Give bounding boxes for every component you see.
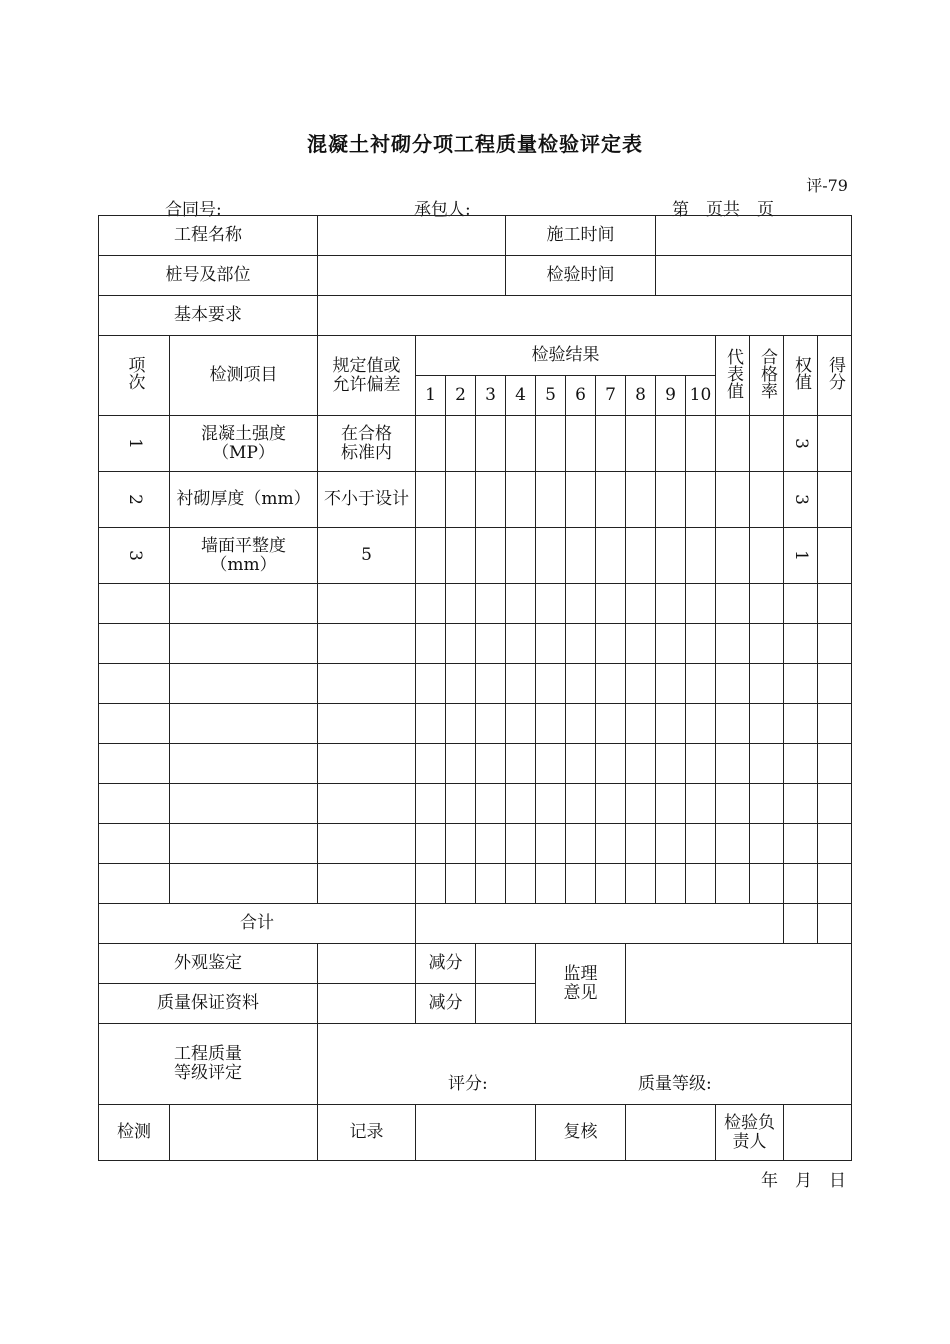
result-col-7: 7 (596, 376, 626, 416)
basic-requirements-value[interactable] (318, 296, 852, 336)
pile-position-label: 桩号及部位 (99, 256, 318, 296)
deduct-value-1[interactable] (476, 944, 536, 984)
table-row (99, 528, 852, 584)
empty-row (99, 784, 852, 824)
quality-grade-label: 工程质量 等级评定 (99, 1024, 318, 1105)
empty-row (99, 704, 852, 744)
responsible-signature[interactable] (784, 1105, 852, 1161)
deduct-value-2[interactable] (476, 984, 536, 1024)
row-spec: 5 (318, 528, 416, 584)
form-number: 评-79 (806, 176, 848, 195)
qa-docs-value[interactable] (318, 984, 416, 1024)
empty-row (99, 664, 852, 704)
result-col-10: 10 (686, 376, 716, 416)
total-label: 合计 (99, 904, 416, 944)
empty-row (99, 864, 852, 904)
contractor-label: 承包人: (414, 200, 471, 220)
empty-row (99, 824, 852, 864)
empty-row (99, 584, 852, 624)
page-label: 第 页共 页 (672, 200, 774, 220)
row-item: 混凝土强度 （MP） (170, 416, 318, 472)
record-label: 记录 (318, 1105, 416, 1161)
empty-row (99, 624, 852, 664)
header-item-no: 项次 (99, 336, 170, 416)
result-col-5: 5 (536, 376, 566, 416)
result-col-8: 8 (626, 376, 656, 416)
record-signature[interactable] (416, 1105, 536, 1161)
total-value[interactable] (416, 904, 784, 944)
construction-time-value[interactable] (656, 216, 852, 256)
result-col-4: 4 (506, 376, 536, 416)
form-title: 混凝土衬砌分项工程质量检验评定表 (307, 132, 643, 156)
inspection-time-value[interactable] (656, 256, 852, 296)
appearance-label: 外观鉴定 (99, 944, 318, 984)
supervisor-opinion[interactable] (626, 944, 852, 1024)
row-spec: 不小于设计 (318, 472, 416, 528)
score-label: 评分: (448, 1074, 488, 1094)
grade-label: 质量等级: (638, 1074, 712, 1094)
row-weight: 3 (784, 472, 818, 528)
result-col-2: 2 (446, 376, 476, 416)
project-name-value[interactable] (318, 216, 506, 256)
deduct-label-2: 减分 (416, 984, 476, 1024)
basic-requirements-label: 基本要求 (99, 296, 318, 336)
empty-row (99, 744, 852, 784)
total-weight[interactable] (784, 904, 818, 944)
contract-label: 合同号: (165, 200, 222, 220)
header-item: 检测项目 (170, 336, 318, 416)
date-label: 年 月 日 (761, 1171, 846, 1191)
supervisor-label: 监理 意见 (536, 944, 626, 1024)
header-spec: 规定值或 允许偏差 (318, 336, 416, 416)
row-weight: 3 (784, 416, 818, 472)
evaluation-table (98, 215, 852, 1161)
header-results: 检验结果 (416, 336, 716, 376)
inspection-time-label: 检验时间 (506, 256, 656, 296)
result-col-1: 1 (416, 376, 446, 416)
project-name-label: 工程名称 (99, 216, 318, 256)
header-pass-rate: 合格率 (750, 336, 784, 416)
qa-docs-label: 质量保证资料 (99, 984, 318, 1024)
header-score: 得分 (818, 336, 852, 416)
result-col-3: 3 (476, 376, 506, 416)
row-weight: 1 (784, 528, 818, 584)
result-col-6: 6 (566, 376, 596, 416)
construction-time-label: 施工时间 (506, 216, 656, 256)
table-row (99, 472, 852, 528)
quality-grade-area[interactable] (318, 1024, 852, 1105)
row-no: 3 (99, 528, 170, 584)
responsible-label: 检验负 责人 (716, 1105, 784, 1161)
inspect-signature[interactable] (170, 1105, 318, 1161)
row-no: 2 (99, 472, 170, 528)
total-score[interactable] (818, 904, 852, 944)
row-item: 衬砌厚度（mm） (170, 472, 318, 528)
inspect-label: 检测 (99, 1105, 170, 1161)
row-item: 墙面平整度 （mm） (170, 528, 318, 584)
header-weight: 权值 (784, 336, 818, 416)
pile-position-value[interactable] (318, 256, 506, 296)
result-col-9: 9 (656, 376, 686, 416)
table-row (99, 416, 852, 472)
row-spec: 在合格 标准内 (318, 416, 416, 472)
review-signature[interactable] (626, 1105, 716, 1161)
appearance-value[interactable] (318, 944, 416, 984)
deduct-label-1: 减分 (416, 944, 476, 984)
row-no: 1 (99, 416, 170, 472)
review-label: 复核 (536, 1105, 626, 1161)
header-rep-value: 代表值 (716, 336, 750, 416)
